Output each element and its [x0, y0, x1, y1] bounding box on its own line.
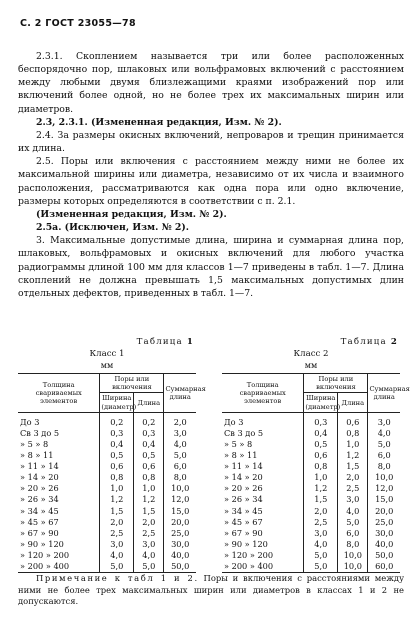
- table-row: [222, 517, 400, 528]
- cell-width: 0,6: [100, 461, 134, 472]
- cell-width: 0,8: [100, 472, 134, 483]
- cell-length: 8,0: [338, 539, 368, 550]
- table-row: [18, 494, 196, 505]
- cell-width: 1,5: [304, 494, 338, 505]
- cell-width: 0,4: [304, 428, 338, 439]
- cell-length: 10,0: [338, 550, 368, 561]
- cell-length: 1,0: [338, 439, 368, 450]
- cell-thickness: » 20 » 26: [222, 483, 304, 494]
- cell-total: 5,0: [368, 439, 400, 450]
- cell-total: 50,0: [368, 550, 400, 561]
- cell-total: 60,0: [368, 561, 400, 573]
- header-total: Суммарная длина: [164, 374, 196, 413]
- cell-thickness: » 34 » 45: [222, 506, 304, 517]
- cell-width: 0,8: [304, 461, 338, 472]
- header-thickness: Толщина свариваемых элементов: [222, 374, 304, 413]
- table-2: [222, 337, 410, 573]
- header-length: Длина: [134, 393, 164, 412]
- cell-width: 0,3: [100, 428, 134, 439]
- cell-thickness: » 5 » 8: [18, 439, 100, 450]
- table-row: [222, 539, 400, 550]
- cell-total: 10,0: [368, 472, 400, 483]
- cell-length: 4,0: [134, 550, 164, 561]
- cell-width: 0,2: [100, 412, 134, 428]
- cell-total: 10,0: [164, 483, 196, 494]
- table-row: [18, 428, 196, 439]
- cell-total: 3,0: [368, 412, 400, 428]
- cell-total: 12,0: [164, 494, 196, 505]
- table-row: [222, 472, 400, 483]
- cell-total: 25,0: [368, 517, 400, 528]
- cell-width: 4,0: [100, 550, 134, 561]
- cell-total: 15,0: [164, 506, 196, 517]
- cell-width: 1,2: [100, 494, 134, 505]
- cell-length: 0,3: [134, 428, 164, 439]
- paragraph: 2.3, 2.3.1. (Измененная редакция, Изм. № 2).: [36, 116, 282, 128]
- table-label-text: Таблица: [136, 337, 183, 347]
- table-row: [222, 506, 400, 517]
- paragraph: 2.5а. (Исключен, Изм. № 2).: [36, 222, 190, 234]
- table-row: [18, 483, 196, 494]
- cell-width: 2,5: [100, 528, 134, 539]
- cell-total: 4,0: [164, 439, 196, 450]
- table-label-text: Таблица: [340, 337, 387, 347]
- cell-length: 6,0: [338, 528, 368, 539]
- table-row: [18, 528, 196, 539]
- cell-thickness: » 34 » 45: [18, 506, 100, 517]
- table-row: [222, 439, 400, 450]
- cell-length: 1,5: [134, 506, 164, 517]
- table-row: [18, 461, 196, 472]
- table-row: [18, 561, 196, 573]
- cell-length: 0,2: [134, 412, 164, 428]
- cell-width: 0,6: [304, 450, 338, 461]
- cell-thickness: » 8 » 11: [18, 450, 100, 461]
- note-text: Поры и включения с расстояниями между ними не более трех максимальных ширин или диаметров в классах 1 и 2 не допускаются.: [18, 573, 404, 606]
- table-row: [222, 494, 400, 505]
- table-row: [18, 550, 196, 561]
- table-row: [18, 450, 196, 461]
- cell-length: 2,5: [338, 483, 368, 494]
- cell-width: 2,0: [100, 517, 134, 528]
- cell-thickness: » 26 » 34: [222, 494, 304, 505]
- cell-width: 2,5: [304, 517, 338, 528]
- cell-width: 1,0: [304, 472, 338, 483]
- table-unit: мм: [100, 361, 114, 370]
- cell-thickness: » 45 » 67: [18, 517, 100, 528]
- cell-width: 0,5: [304, 439, 338, 450]
- cell-length: 2,0: [338, 472, 368, 483]
- cell-total: 20,0: [368, 506, 400, 517]
- cell-length: 0,5: [134, 450, 164, 461]
- cell-length: 0,8: [338, 428, 368, 439]
- paragraph: 2.3.1. Скоплением называется три или более расположенных беспорядочно пор, шлаковых или вольфрамовых включений с расстоянием между любыми двумя близлежащими краями изображений пор или включений более одной, но не более трех их максимальных ширин или диаметров.: [18, 51, 404, 115]
- cell-total: 12,0: [368, 483, 400, 494]
- cell-length: 3,0: [338, 494, 368, 505]
- table-row: [18, 472, 196, 483]
- cell-width: 3,0: [100, 539, 134, 550]
- cell-thickness: » 200 » 400: [222, 561, 304, 573]
- table-row: [18, 412, 196, 428]
- table-row: [222, 428, 400, 439]
- cell-length: 1,2: [338, 450, 368, 461]
- table-row: [222, 412, 400, 428]
- cell-width: 4,0: [304, 539, 338, 550]
- paragraph: (Измененная редакция, Изм. № 2).: [36, 208, 227, 220]
- header-pores: Поры или включения: [100, 374, 164, 393]
- cell-thickness: » 11 » 14: [18, 461, 100, 472]
- cell-width: 1,5: [100, 506, 134, 517]
- table-row: [222, 461, 400, 472]
- table-row: [222, 483, 400, 494]
- cell-thickness: » 5 » 8: [222, 439, 304, 450]
- paragraph: 3. Максимальные допустимые длина, ширина и суммарная длина пор, шлаковых, вольфрамовых и окисных включений для любого участка радиограммы длиной 100 мм для классов 1—7 приведены в табл. 1—7. Длина скоплений не должна превышать 1,5 максимальных допустимых длин отдельных дефектов, приведенных в табл. 1—7.: [18, 235, 404, 299]
- table-row: [222, 528, 400, 539]
- cell-length: 0,6: [338, 412, 368, 428]
- cell-total: 40,0: [164, 550, 196, 561]
- cell-length: 0,6: [134, 461, 164, 472]
- data-table: [18, 373, 206, 573]
- page-header: С. 2 ГОСТ 23055—78: [20, 18, 136, 29]
- cell-width: 5,0: [304, 561, 338, 573]
- cell-total: 15,0: [368, 494, 400, 505]
- paragraph: 2.4. За размеры окисных включений, непроваров и трещин принимается их длина.: [18, 129, 404, 155]
- cell-thickness: » 67 » 90: [18, 528, 100, 539]
- cell-total: 3,0: [164, 428, 196, 439]
- body-text: [18, 50, 404, 300]
- cell-width: 3,0: [304, 528, 338, 539]
- cell-length: 10,0: [338, 561, 368, 573]
- cell-width: 1,2: [304, 483, 338, 494]
- cell-width: 0,3: [304, 412, 338, 428]
- cell-total: 6,0: [368, 450, 400, 461]
- cell-length: 1,0: [134, 483, 164, 494]
- table-row: [222, 561, 400, 573]
- cell-total: 50,0: [164, 561, 196, 573]
- cell-length: 5,0: [338, 517, 368, 528]
- cell-thickness: » 120 » 200: [222, 550, 304, 561]
- cell-total: 6,0: [164, 461, 196, 472]
- table-1: [18, 337, 206, 573]
- table-label: [18, 337, 196, 349]
- table-row: [18, 517, 196, 528]
- cell-length: 2,5: [134, 528, 164, 539]
- cell-length: 0,4: [134, 439, 164, 450]
- table-unit: мм: [304, 361, 318, 370]
- cell-thickness: » 14 » 20: [222, 472, 304, 483]
- header-width: Ширина (диаметр): [305, 394, 341, 411]
- cell-length: 1,2: [134, 494, 164, 505]
- cell-thickness: Св 3 до 5: [18, 428, 100, 439]
- cell-thickness: » 11 » 14: [222, 461, 304, 472]
- cell-length: 0,8: [134, 472, 164, 483]
- cell-width: 0,5: [100, 450, 134, 461]
- cell-width: 5,0: [304, 550, 338, 561]
- cell-total: 8,0: [368, 461, 400, 472]
- table-class: Класс 1: [89, 349, 125, 359]
- cell-thickness: » 67 » 90: [222, 528, 304, 539]
- table-label: [222, 337, 400, 349]
- table-row: [222, 450, 400, 461]
- cell-thickness: » 14 » 20: [18, 472, 100, 483]
- cell-thickness: » 20 » 26: [18, 483, 100, 494]
- cell-length: 2,0: [134, 517, 164, 528]
- table-row: [222, 550, 400, 561]
- cell-thickness: До 3: [18, 412, 100, 428]
- table-number: 2: [390, 337, 398, 347]
- cell-width: 1,0: [100, 483, 134, 494]
- cell-width: 0,4: [100, 439, 134, 450]
- header-width: Ширина (диаметр): [101, 394, 137, 411]
- table-class: Класс 2: [293, 349, 329, 359]
- table-row: [18, 539, 196, 550]
- cell-thickness: » 26 » 34: [18, 494, 100, 505]
- table-number: 1: [186, 337, 194, 347]
- cell-length: 5,0: [134, 561, 164, 573]
- cell-thickness: » 120 » 200: [18, 550, 100, 561]
- cell-width: 5,0: [100, 561, 134, 573]
- table-note: [18, 573, 404, 608]
- cell-width: 2,0: [304, 506, 338, 517]
- header-pores: Поры или включения: [304, 374, 368, 393]
- cell-thickness: » 90 » 120: [18, 539, 100, 550]
- table-row: [18, 506, 196, 517]
- cell-total: 25,0: [164, 528, 196, 539]
- cell-length: 3,0: [134, 539, 164, 550]
- cell-total: 2,0: [164, 412, 196, 428]
- cell-total: 4,0: [368, 428, 400, 439]
- cell-thickness: » 8 » 11: [222, 450, 304, 461]
- cell-thickness: » 45 » 67: [222, 517, 304, 528]
- cell-total: 20,0: [164, 517, 196, 528]
- cell-total: 30,0: [368, 528, 400, 539]
- cell-total: 8,0: [164, 472, 196, 483]
- paragraph: 2.5. Поры или включения с расстоянием между ними не более их максимальной ширины или диаметра, независимо от их числа и взаимного расположения, рассматриваются как одна пора или одно включение, размеры которых определяются в соответствии с п. 2.1.: [18, 156, 404, 207]
- data-table: [222, 373, 410, 573]
- header-total: Суммарная длина: [368, 374, 400, 413]
- cell-thickness: » 200 » 400: [18, 561, 100, 573]
- cell-total: 5,0: [164, 450, 196, 461]
- header-thickness: Толщина свариваемых элементов: [18, 374, 100, 413]
- cell-total: 40,0: [368, 539, 400, 550]
- header-length: Длина: [338, 393, 368, 412]
- cell-length: 4,0: [338, 506, 368, 517]
- cell-thickness: » 90 » 120: [222, 539, 304, 550]
- table-row: [18, 439, 196, 450]
- cell-thickness: До 3: [222, 412, 304, 428]
- cell-length: 1,5: [338, 461, 368, 472]
- cell-thickness: Св 3 до 5: [222, 428, 304, 439]
- note-lead: Примечание к табл 1 и 2.: [36, 573, 199, 583]
- cell-total: 30,0: [164, 539, 196, 550]
